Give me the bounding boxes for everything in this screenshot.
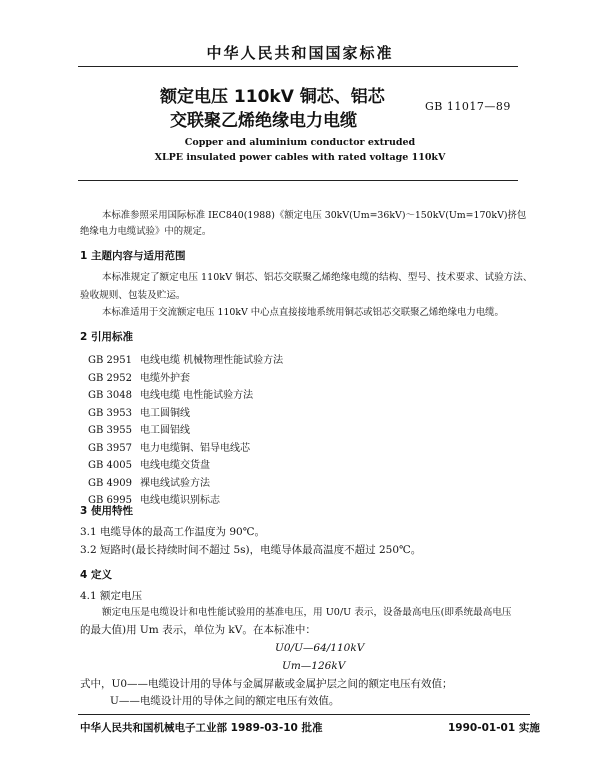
section3-item1: 3.1 电缆导体的最高工作温度为 90℃。 [80,526,265,538]
standard-code: GB 2951 [88,355,132,366]
section4-subheading: 4.1 额定电压 [80,590,143,602]
definition-u: U——电缆设计用的导体之间的额定电压有效值。 [110,695,340,707]
title-zh-line2: 交联聚乙烯绝缘电力电缆 [170,111,357,131]
standard-code: GB 4909 [88,477,132,489]
standard-title: 电线电缆识别标志 [140,495,220,506]
section4-p-line1: 额定电压是电缆设计和电性能试验用的基准电压，用 U0/U 表示，设备最高电压(即系统最高电压 [102,607,512,618]
standard-item [88,474,210,489]
standard-item [88,421,190,436]
standard-item [88,439,250,454]
standard-code: GB 6995 [88,495,132,506]
standard-code: GB 3048 [88,390,132,401]
section2-heading: 2 引用标准 [80,331,133,343]
intro-line2: 绝缘电力电缆试验》中的规定。 [80,226,212,237]
section1-p2: 本标准适用于交流额定电压 110kV 中心点直接接地系统用铜芯或铝芯交联聚乙烯绝缘电力电缆。 [102,307,504,318]
header-rule [78,66,518,67]
section3-heading: 3 使用特性 [80,505,133,517]
standard-title: 裸电线试验方法 [140,477,210,489]
standard-code: GB 4005 [88,460,132,471]
formula-max-voltage: Um—126kV [282,660,346,672]
issuing-org: 中华人民共和国国家标准 [206,44,394,62]
standard-title: 电力电缆铜、铝导电线芯 [140,442,250,454]
standard-code: GB 3957 [88,442,132,454]
section4-p-line2: 的最大值)用 Um 表示，单位为 kV。在本标准中： [80,624,316,636]
standard-title: 电工圆铜线 [140,407,190,419]
standard-item [88,456,210,471]
definition-u0: 式中，U0——电缆设计用的导体与金属屏蔽或金属护层之间的额定电压有效值； [80,678,453,690]
standard-item [88,404,190,419]
title-zh-line1: 额定电压 110kV 铜芯、铝芯 [160,87,385,107]
standard-code: GB 3953 [88,407,132,419]
formula-rated-voltage: U0/U—64/110kV [275,642,365,654]
standard-code: GB 2952 [88,372,132,384]
standard-title: 电线电缆交货盘 [140,460,210,471]
section3-item2: 3.2 短路时(最长持续时间不超过 5s)，电缆导体最高温度不超过 250℃。 [80,544,422,556]
section1-p1-line1: 本标准规定了额定电压 110kV 铜芯、铝芯交联聚乙烯绝缘电缆的结构、型号、技术要求、试验方法、 [102,272,533,283]
approval-note: 中华人民共和国机械电子工业部 1989-03-10 批准 [80,722,323,734]
standard-title: 电线电缆 电性能试验方法 [140,390,254,401]
section1-p1-line2: 验收规则、包装及贮运。 [80,290,186,301]
standard-title: 电工圆铝线 [140,425,190,436]
footer-rule [78,714,530,715]
title-en-line1: Copper and aluminium conductor extruded [184,137,416,148]
intro-line1: 本标准参照采用国际标准 IEC840(1988)《额定电压 30kV(Um=36kV)～150kV(Um=170kV)挤包 [102,210,527,221]
title-en-line2: XLPE insulated power cables with rated voltage 110kV [154,152,446,163]
standard-code: GB 11017—89 [425,100,511,113]
standard-item [88,386,253,401]
standard-item [88,369,190,384]
section1-heading: 1 主题内容与适用范围 [80,250,186,262]
standard-item [88,351,283,366]
standard-title: 电缆外护套 [140,372,190,384]
implementation-date: 1990-01-01 实施 [448,722,540,734]
section4-heading: 4 定义 [80,569,112,581]
title-rule [78,180,518,181]
standard-code: GB 3955 [88,425,132,436]
standard-title: 电线电缆 机械物理性能试验方法 [140,355,284,366]
